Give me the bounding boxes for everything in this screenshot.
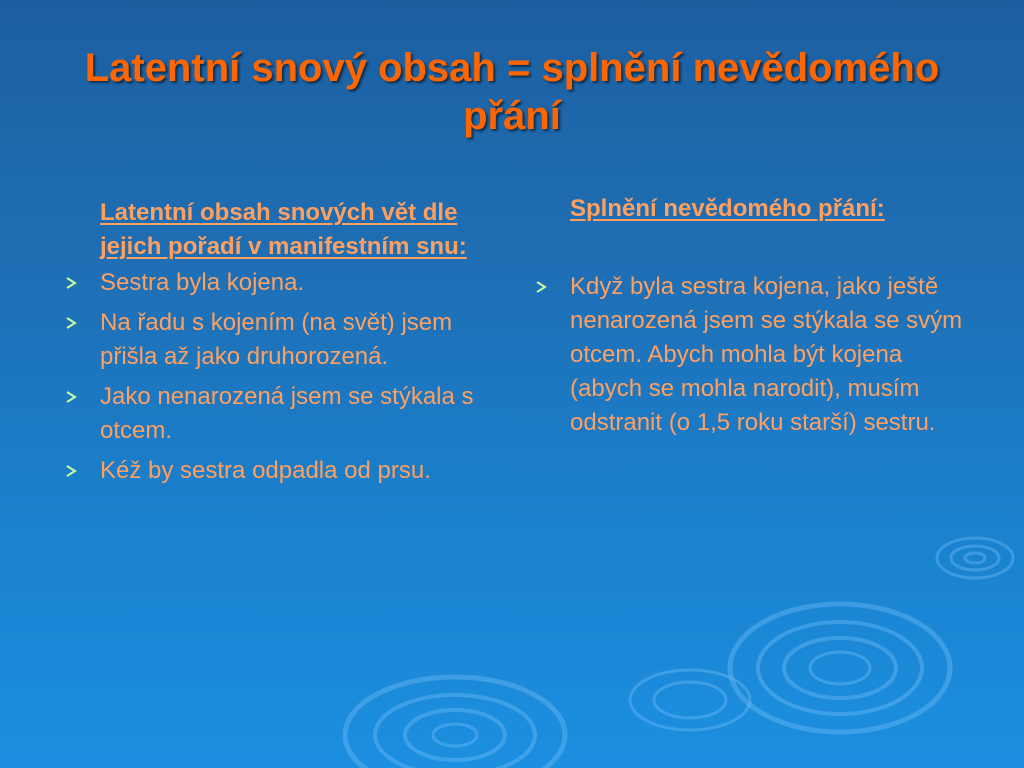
list-item [60, 454, 500, 488]
left-column-heading: Latentní obsah snových vět dle jejich pořadí v manifestním snu: [100, 199, 467, 260]
list-item-text: Na řadu s kojením (na svět) jsem přišla až jako druhorozená. [100, 309, 453, 370]
list-item [60, 306, 500, 374]
arrowhead-bullet-icon [62, 380, 82, 414]
slide-title: Latentní snový obsah = splnění nevědomého přání [84, 46, 940, 138]
list-item [60, 380, 500, 448]
list-item-text: Když byla sestra kojena, jako ještě nenarozená jsem se stýkala se svým otcem. Abych mohla být kojena (abych se mohla narodit), musím odstranit (o 1,5 roku starší) sestru. [570, 273, 963, 436]
right-column-heading: Splnění nevědomého přání: [570, 195, 885, 222]
right-bullet-list [530, 270, 970, 440]
list-item-text: Jako nenarozená jsem se stýkala s otcem. [100, 383, 474, 444]
left-column [60, 196, 500, 494]
arrowhead-bullet-icon [532, 270, 552, 304]
right-column [530, 192, 970, 446]
list-item-text: Sestra byla kojena. [100, 269, 305, 296]
list-item [60, 266, 500, 300]
list-item [530, 270, 970, 440]
arrowhead-bullet-icon [62, 266, 82, 300]
list-item-text: Kéž by sestra odpadla od prsu. [100, 457, 431, 484]
left-bullet-list [60, 266, 500, 488]
arrowhead-bullet-icon [62, 454, 82, 488]
arrowhead-bullet-icon [62, 306, 82, 340]
